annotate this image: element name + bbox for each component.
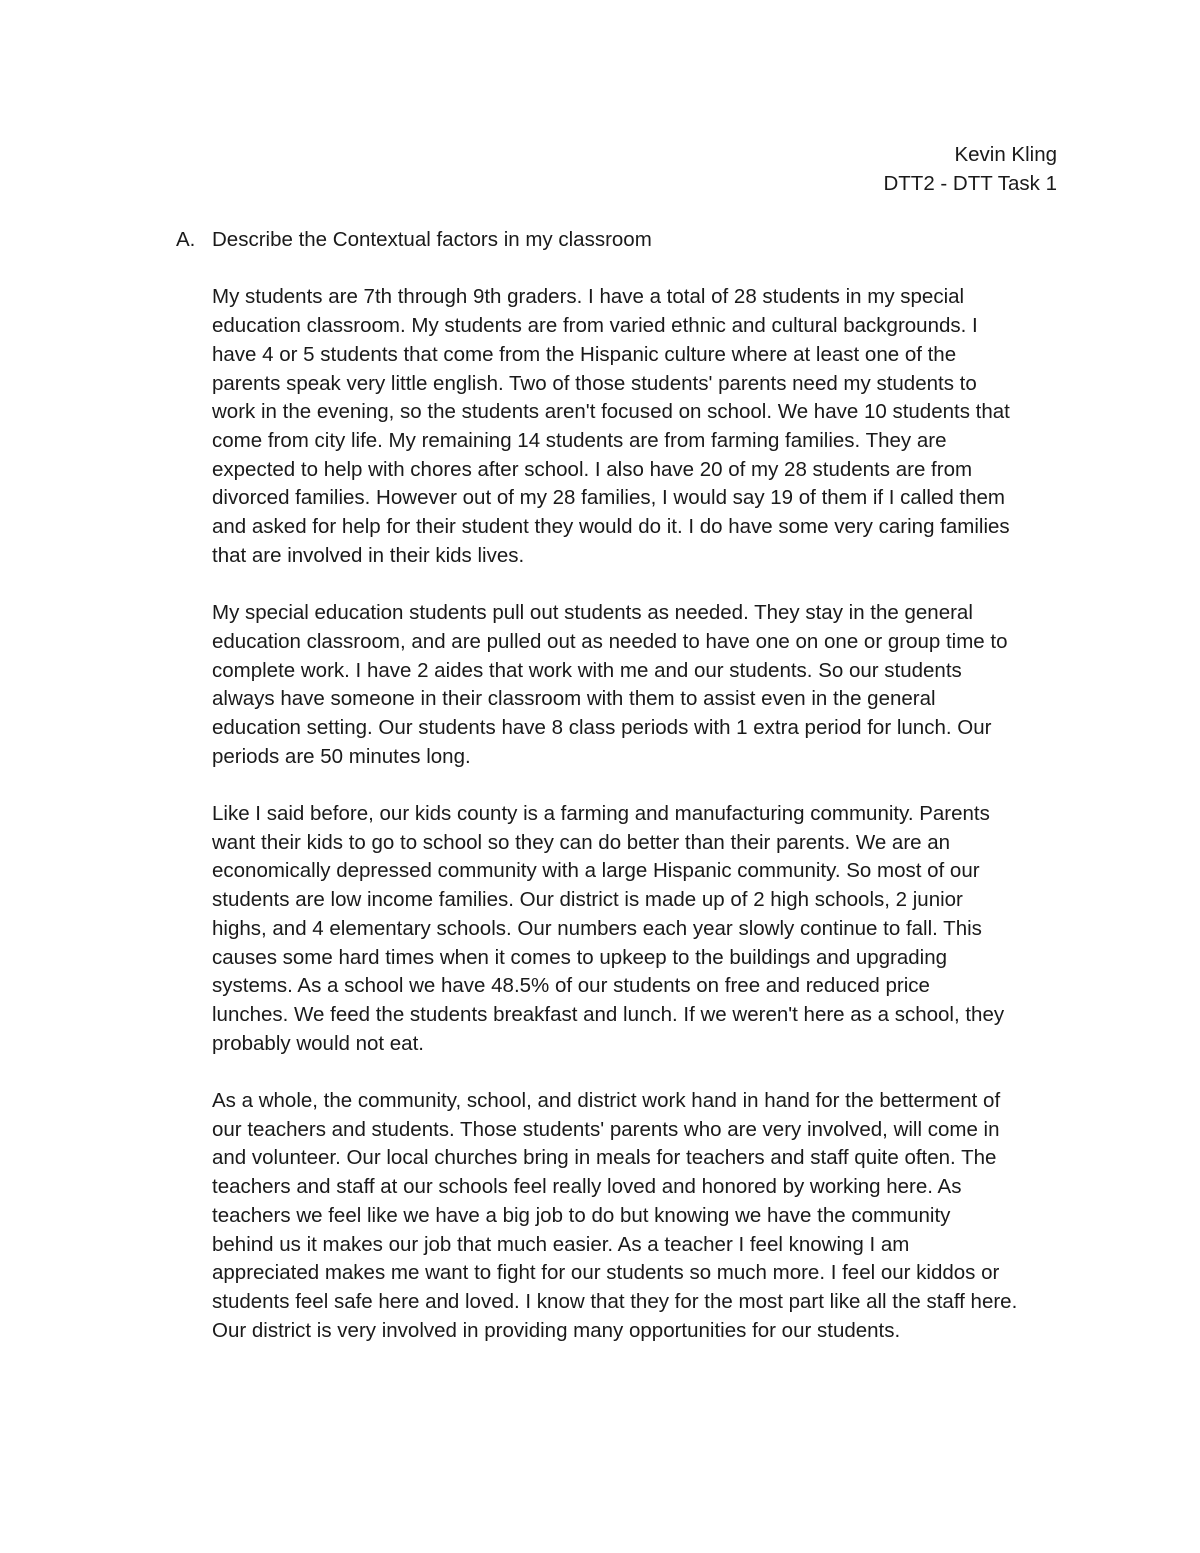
paragraph-line: education setting. Our students have 8 class periods with 1 extra period for lunch. Our bbox=[212, 715, 992, 739]
paragraph-line: causes some hard times when it comes to upkeep to the buildings and upgrading bbox=[212, 945, 948, 969]
paragraph-line: behind us it makes our job that much easier. As a teacher I feel knowing I am bbox=[212, 1232, 910, 1256]
section-heading-text: Describe the Contextual factors in my classroom bbox=[212, 228, 652, 251]
paragraph-line: periods are 50 minutes long. bbox=[212, 744, 471, 768]
paragraph-line: want their kids to go to school so they can do better than their parents. We are an bbox=[212, 830, 951, 854]
body-paragraph bbox=[212, 1087, 1062, 1345]
paragraph-line: appreciated makes me want to fight for our students so much more. I feel our kiddos or bbox=[212, 1261, 1000, 1285]
body-paragraph bbox=[212, 800, 1062, 1058]
author-name: Kevin Kling bbox=[954, 143, 1057, 166]
document-header bbox=[883, 140, 1057, 198]
paragraph-line: probably would not eat. bbox=[212, 1031, 424, 1055]
paragraph-line: systems. As a school we have 48.5% of our students on free and reduced price bbox=[212, 974, 930, 998]
paragraph-line: lunches. We feed the students breakfast and lunch. If we weren't here as a school, they bbox=[212, 1002, 1005, 1026]
list-marker: A. bbox=[176, 228, 196, 251]
paragraph-line: My students are 7th through 9th graders. I have a total of 28 students in my special bbox=[212, 285, 965, 309]
body-paragraph bbox=[212, 599, 1062, 771]
section-body bbox=[176, 283, 1066, 1345]
paragraph-line: students are low income families. Our district is made up of 2 high schools, 2 junior bbox=[212, 888, 963, 912]
paragraph-line: expected to help with chores after school. I also have 20 of my 28 students are from bbox=[212, 457, 973, 481]
course-task-title: DTT2 - DTT Task 1 bbox=[883, 172, 1057, 195]
paragraph-line: our teachers and students. Those students' parents who are very involved, will come in bbox=[212, 1117, 1000, 1141]
paragraph-line: parents speak very little english. Two of those students' parents need my students to bbox=[212, 371, 977, 395]
section-a bbox=[176, 226, 1066, 1345]
paragraph-line: My special education students pull out students as needed. They stay in the general bbox=[212, 601, 973, 625]
paragraph-line: that are involved in their kids lives. bbox=[212, 543, 525, 567]
paragraph-line: have 4 or 5 students that come from the Hispanic culture where at least one of the bbox=[212, 342, 957, 366]
paragraph-line: and volunteer. Our local churches bring in meals for teachers and staff quite often. The bbox=[212, 1146, 997, 1170]
paragraph-line: teachers and staff at our schools feel really loved and honored by working here. As bbox=[212, 1175, 962, 1199]
paragraph-line: Our district is very involved in providing many opportunities for our students. bbox=[212, 1318, 901, 1342]
paragraph-line: students feel safe here and loved. I know that they for the most part like all the staff here. bbox=[212, 1289, 1018, 1313]
paragraph-line: divorced families. However out of my 28 families, I would say 19 of them if I called them bbox=[212, 486, 1006, 510]
paragraph-line: education classroom, and are pulled out as needed to have one on one or group time to bbox=[212, 629, 1008, 653]
paragraph-line: work in the evening, so the students aren't focused on school. We have 10 students that bbox=[212, 400, 1010, 424]
body-paragraph bbox=[212, 283, 1062, 570]
paragraph-line: come from city life. My remaining 14 students are from farming families. They are bbox=[212, 428, 947, 452]
paragraph-line: teachers we feel like we have a big job to do but knowing we have the community bbox=[212, 1203, 951, 1227]
paragraph-line: always have someone in their classroom with them to assist even in the general bbox=[212, 687, 936, 711]
section-heading bbox=[176, 226, 1066, 255]
paragraph-line: Like I said before, our kids county is a farming and manufacturing community. Parents bbox=[212, 802, 990, 826]
paragraph-line: and asked for help for their student they would do it. I do have some very caring families bbox=[212, 515, 1010, 539]
paragraph-line: highs, and 4 elementary schools. Our numbers each year slowly continue to fall. This bbox=[212, 916, 982, 940]
paragraph-line: As a whole, the community, school, and district work hand in hand for the betterment of bbox=[212, 1089, 1001, 1113]
paragraph-line: education classroom. My students are from varied ethnic and cultural backgrounds. I bbox=[212, 314, 978, 338]
paragraph-line: complete work. I have 2 aides that work with me and our students. So our students bbox=[212, 658, 962, 682]
paragraph-line: economically depressed community with a large Hispanic community. So most of our bbox=[212, 859, 980, 883]
